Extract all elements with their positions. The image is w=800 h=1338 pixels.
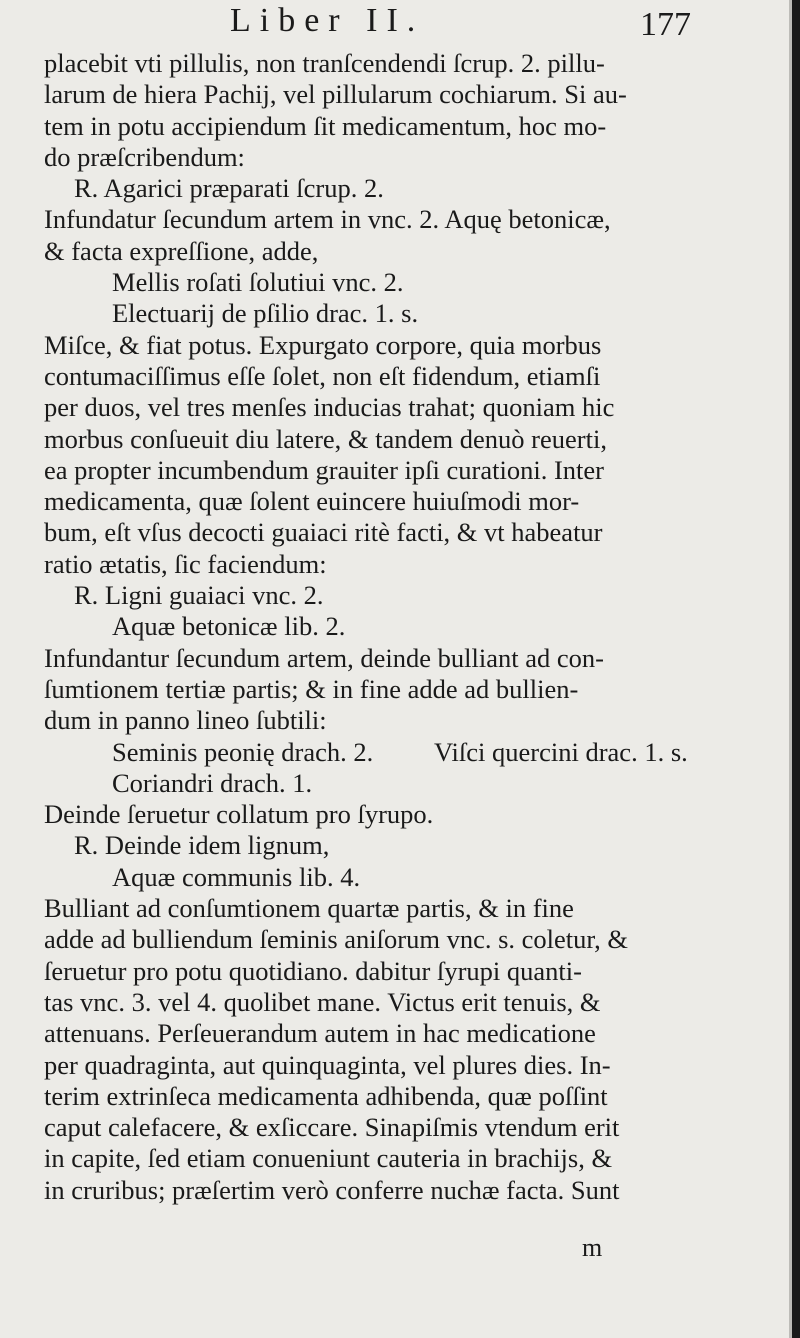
text-line: contumaciſſimus eſſe ſolet, non eſt fidendum, etiamſi	[44, 360, 601, 391]
text-line: medicamenta, quæ ſolent euincere huiuſmodi mor-	[44, 486, 580, 517]
text-line: in capite, ſed etiam conueniunt cauteria in brachijs, &	[44, 1143, 613, 1174]
ingredient-line: Aquæ betonicæ lib. 2.	[112, 611, 346, 642]
ingredient-right: Viſci quercini drac. 1. s.	[434, 736, 688, 767]
text-line: Deinde ſeruetur collatum pro ſyrupo.	[44, 799, 434, 830]
page-number: 177	[640, 6, 691, 43]
ingredient-line: Mellis roſati ſolutiui vnc. 2.	[112, 267, 404, 298]
text-line: dum in panno lineo ſubtili:	[44, 705, 327, 736]
text-line: ratio ætatis, ſic faciendum:	[44, 548, 327, 579]
ingredient-pair-line	[44, 737, 724, 768]
body-text	[44, 48, 724, 1206]
text-line: attenuans. Perſeuerandum autem in hac medicatione	[44, 1018, 596, 1049]
text-line: terim extrinſeca medicamenta adhibenda, quæ poſſint	[44, 1080, 608, 1111]
text-line: do præſcribendum:	[44, 141, 245, 172]
text-line: ea propter incumbendum grauiter ipſi curationi. Inter	[44, 454, 604, 485]
text-line: Infundatur ſecundum artem in vnc. 2. Aquę betonicæ,	[44, 204, 611, 235]
recipe-line: R. Agarici præparati ſcrup. 2.	[74, 173, 384, 204]
text-line: in cruribus; præſertim verò conferre nuchæ facta. Sunt	[44, 1174, 620, 1205]
ingredient-line: Coriandri drach. 1.	[112, 767, 313, 798]
running-head: Liber II.	[230, 2, 425, 39]
text-line: Bulliant ad conſumtionem quartæ partis, & in fine	[44, 893, 574, 924]
text-line: tas vnc. 3. vel 4. quolibet mane. Victus erit tenuis, &	[44, 986, 601, 1017]
text-line: bum, eſt vſus decocti guaiaci ritè facti, & vt habeatur	[44, 517, 603, 548]
text-line: Infundantur ſecundum artem, deinde bulliant ad con-	[44, 642, 604, 673]
text-line: ſumtionem tertiæ partis; & in fine adde ad bullien-	[44, 673, 579, 704]
ingredient-left: Seminis peonię drach. 2.	[112, 736, 374, 767]
text-line: per duos, vel tres menſes inducias trahat; quoniam hic	[44, 392, 615, 423]
recipe-line: R. Ligni guaiaci vnc. 2.	[74, 580, 324, 611]
text-line: Miſce, & fiat potus. Expurgato corpore, quia morbus	[44, 329, 602, 360]
ingredient-line: Aquæ communis lib. 4.	[112, 861, 361, 892]
text-line: caput calefacere, & exſiccare. Sinapiſmis vtendum erit	[44, 1112, 620, 1143]
page-header	[0, 0, 792, 46]
text-line: larum de hiera Pachij, vel pillularum cochiarum. Si au-	[44, 79, 627, 110]
text-line: per quadraginta, aut quinquaginta, vel plures dies. In-	[44, 1049, 611, 1080]
catchword: m	[582, 1233, 603, 1262]
text-line: morbus conſueuit diu latere, & tandem denuò reuerti,	[44, 423, 607, 454]
text-line: ſeruetur pro potu quotidiano. dabitur ſyrupi quanti-	[44, 955, 582, 986]
text-line: placebit vti pillulis, non tranſcendendi ſcrup. 2. pillu-	[44, 48, 605, 78]
page-edge	[792, 0, 800, 1338]
recipe-line: R. Deinde idem lignum,	[74, 830, 330, 861]
text-line: & facta expreſſione, adde,	[44, 235, 319, 266]
text-line: tem in potu accipiendum ſit medicamentum, hoc mo-	[44, 110, 607, 141]
text-line: adde ad bulliendum ſeminis aniſorum vnc. s. coletur, &	[44, 924, 629, 955]
ingredient-line: Electuarij de pſilio drac. 1. s.	[112, 298, 419, 329]
